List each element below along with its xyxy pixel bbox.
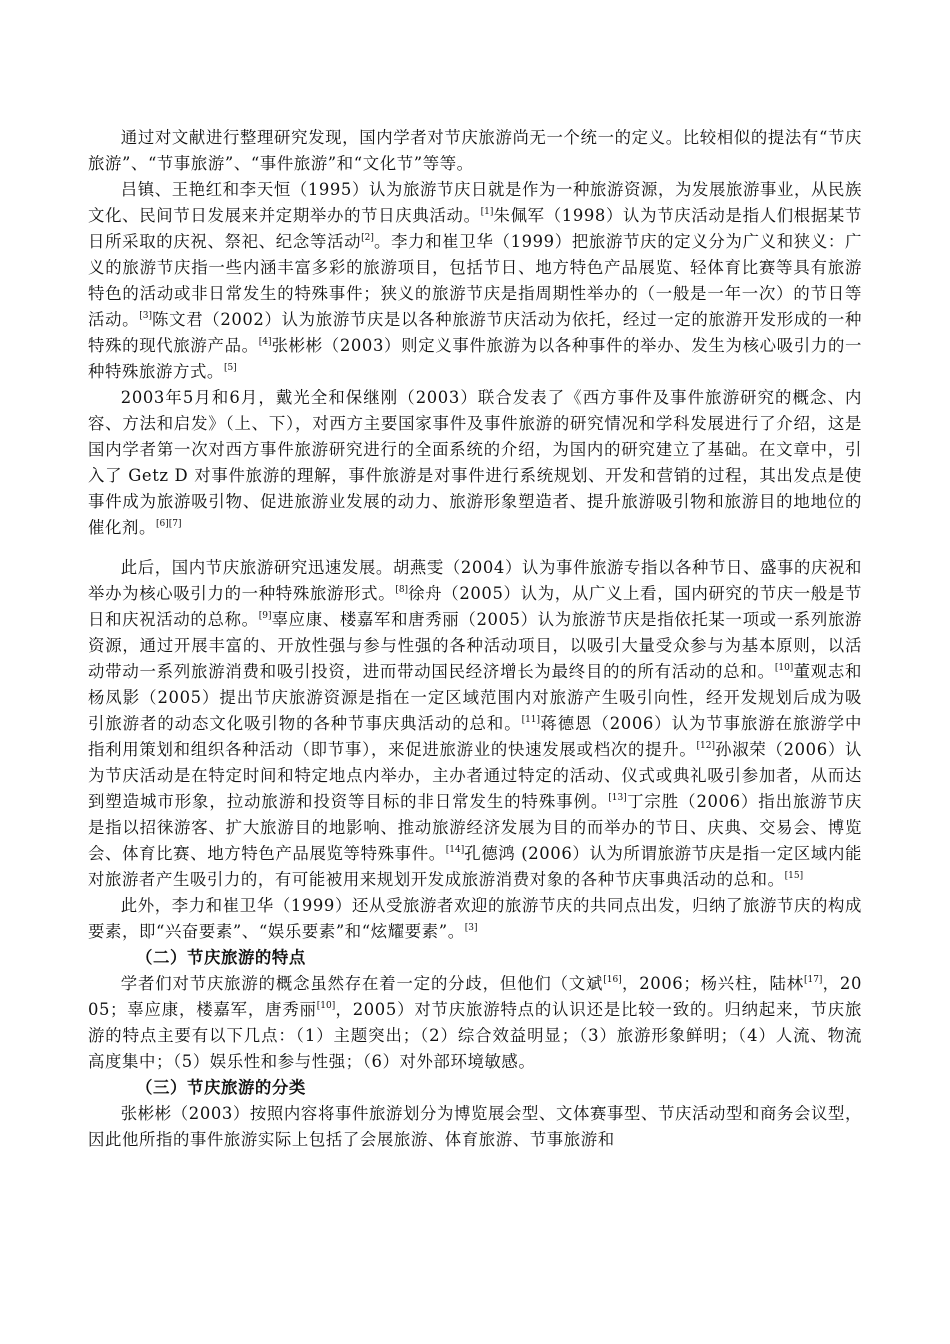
citation-ref: [13] [608,793,627,803]
characteristics-section [88,971,862,1075]
section-heading-characteristics: （二）节庆旅游的特点 [136,948,306,967]
citation-ref: [17] [803,975,823,985]
citation-ref: [4] [258,337,272,347]
paragraph-text: 陈文君（2002）认为旅游节庆是以各种旅游节庆活动为依托，经过一定的旅游开发形成的一种特殊的现代旅游产品。 [88,310,862,355]
paragraph-text: 辜应康、楼嘉军和唐秀丽（2005）认为旅游节庆是指依托某一项或一系列旅游资源，通过开展丰富的、开放性强与参与性强的各种活动项目，以吸引大量受众参与为基本原则，以活动带动一系列旅游消费和吸引投资，进而带动国民经济增长为最终目的的所有活动的总和。 [88,610,863,681]
document-page [88,125,862,1153]
paragraph-text: 丁宗胜（2006）指出旅游节庆是指以招徕游客、扩大旅游目的地影响、推动旅游经济发展为目的而举办的节日、庆典、交易会、博览会、体育比赛、地方特色产品展览等特殊事件。 [88,792,862,863]
classification-section [88,1101,862,1153]
citation-ref: [12] [696,741,715,751]
citation-ref: [1] [480,207,494,217]
paragraph-text: 。李力和崔卫华（1999）把旅游节庆的定义分为广义和狭义：广义的旅游节庆指一些内涵丰富多彩的旅游项目，包括节日、地方特色产品展览、轻体育比赛等具有旅游特色的活动或非日常发生的特殊事件；狭义的旅游节庆是指周期性举办的（一般是一年一次）的节日等活动。 [88,232,862,329]
citation-ref: [15] [784,871,804,881]
paragraph-text: 学者们对节庆旅游的概念虽然存在着一定的分歧，但他们（文斌 [120,974,604,993]
citation-ref: [2] [361,233,374,243]
paragraph-text: 此后，国内节庆旅游研究迅速发展。胡燕雯（2004）认为事件旅游专指以各种节日、盛事的庆祝和举办为核心吸引力的一种特殊旅游形式。 [88,558,862,603]
citation-ref: [8] [395,585,409,595]
citation-ref: [16] [603,975,622,985]
citation-ref: [10] [316,1001,336,1011]
citation-ref: [11] [521,715,541,725]
paragraph-text: ，2005）对节庆旅游特点的认识还是比较一致的。归纳起来，节庆旅游的特点主要有以下几点：（1）主题突出；（2）综合效益明显；（3）旅游形象鲜明；（4）人流、物流高度集中；（5）娱乐性和参与性强；（6）对外部环境敏感。 [88,1000,862,1071]
paragraph-text: ，2006；杨兴柱，陆林 [621,974,804,993]
definition-section [88,125,862,945]
citation-ref: [3] [464,923,478,933]
paragraph-text: 董观志和杨凤影（2005）提出节庆旅游资源是指在一定区域范围内对旅游产生吸引向性，经开发规划后成为吸引旅游者的动态文化吸引物的各种节事庆典活动的总和。 [88,662,862,733]
paragraph-p3 [88,385,862,541]
paragraph-text: 朱佩军（1998）认为节庆活动是指人们根据某节日所采取的庆祝、祭祀、纪念等活动 [88,206,862,251]
paragraph-p6 [88,971,862,1075]
paragraph-p1 [88,125,862,177]
citation-ref: [5] [223,363,237,373]
paragraph-text: 此外，李力和崔卫华（1999）还从受旅游者欢迎的旅游节庆的共同点出发，归纳了旅游节庆的构成要素，即“兴奋要素”、“娱乐要素”和“炫耀要素”。 [88,896,862,941]
paragraph-text: 2003年5月和6月，戴光全和保继刚（2003）联合发表了《西方事件及事件旅游研究的概念、内容、方法和启发》（上、下），对西方主要国家事件及事件旅游的研究情况和学科发展进行了介绍，这是国内学者第一次对西方事件旅游研究进行的全面系统的介绍，为国内的研究建立了基础。在文章中，引入了 Getz D 对事件旅游的理解，事件旅游是对事件进行系统规划、开发和营销的过程，其出发点是使事件成为旅游吸引物、促进旅游业发展的动力、旅游形象塑造者、提升旅游吸引物和旅游目的地地位的催化剂。 [88,388,862,537]
paragraph-p2 [88,177,862,385]
paragraph-text: 吕镇、王艳红和李天恒（1995）认为旅游节庆日就是作为一种旅游资源，为发展旅游事业，从民族文化、民间节日发展来并定期举办的节日庆典活动。 [88,180,862,225]
citation-ref: [6] [155,519,169,529]
paragraph-text: ，2005；辜应康，楼嘉军，唐秀丽 [88,974,862,1019]
paragraph-text: 张彬彬（2003）则定义事件旅游为以各种事件的举办、发生为核心吸引力的一种特殊旅游方式。 [88,336,863,381]
citation-ref: [14] [445,845,465,855]
paragraph-text: 通过对文献进行整理研究发现，国内学者对节庆旅游尚无一个统一的定义。比较相似的提法有“节庆旅游”、“节事旅游”、“事件旅游”和“文化节”等等。 [88,128,862,173]
paragraph-p7 [88,1101,862,1153]
paragraph-text: 蒋德恩（2006）认为节事旅游在旅游学中指利用策划和组织各种活动（即节事），来促进旅游业的快速发展或档次的提升。 [88,714,862,759]
paragraph-text: 孙淑荣（2006）认为节庆活动是在特定时间和特定地点内举办，主办者通过特定的活动、仪式或典礼吸引参加者，从而达到塑造城市形象，拉动旅游和投资等目标的非日常发生的特殊事例。 [88,740,862,811]
paragraph-text: 孔德鸿 (2006）认为所谓旅游节庆是指一定区域内能对旅游者产生吸引力的，有可能被用来规划开发成旅游消费对象的各种节庆事典活动的总和。 [88,844,862,889]
citation-ref: [7] [168,519,182,529]
paragraph-p5 [88,893,862,945]
citation-ref: [3] [139,311,152,321]
citation-ref: [10] [774,663,794,673]
paragraph-text: 张彬彬（2003）按照内容将事件旅游划分为博览展会型、文体赛事型、节庆活动型和商务会议型，因此他所指的事件旅游实际上包括了会展旅游、体育旅游、节事旅游和 [88,1104,862,1149]
citation-ref: [9] [258,611,272,621]
paragraph-p4 [88,555,862,893]
section-heading-classification: （三）节庆旅游的分类 [136,1078,306,1097]
paragraph-text: 徐舟（2005）认为，从广义上看，国内研究的节庆一般是节日和庆祝活动的总称。 [88,584,862,629]
